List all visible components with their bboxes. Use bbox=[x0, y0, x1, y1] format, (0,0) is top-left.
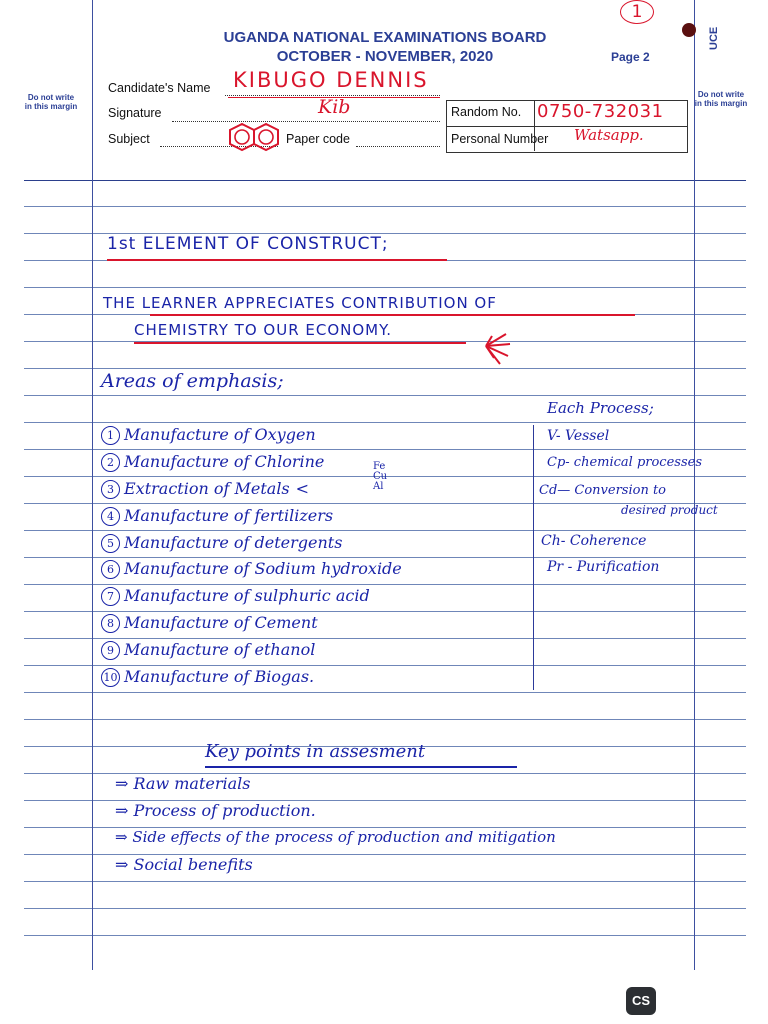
metals-list bbox=[373, 462, 387, 492]
construct-heading: 1st ELEMENT OF CONSTRUCT; bbox=[107, 234, 389, 254]
ruled-line bbox=[24, 611, 746, 612]
candidate-name: KIBUGO DENNIS bbox=[233, 68, 429, 92]
exam-session: OCTOBER - NOVEMBER, 2020 bbox=[276, 48, 494, 65]
area-number: 10 bbox=[101, 668, 120, 687]
hole-punch-icon bbox=[682, 23, 696, 37]
key-point: ⇒ Side effects of the process of production and mitigation bbox=[115, 828, 556, 846]
ruled-line bbox=[24, 935, 746, 936]
area-item bbox=[101, 425, 316, 445]
area-number: 4 bbox=[101, 507, 120, 526]
exam-board-header bbox=[160, 28, 610, 66]
heading-underline bbox=[107, 259, 447, 261]
ruled-line bbox=[24, 449, 746, 450]
area-item bbox=[101, 479, 309, 499]
arrow-burst-icon bbox=[478, 326, 538, 370]
benzene-doodle-icon bbox=[226, 120, 288, 164]
paper-code-dots bbox=[356, 146, 440, 147]
areas-heading: Areas of emphasis; bbox=[101, 370, 284, 392]
area-number: 9 bbox=[101, 641, 120, 660]
key-heading-underline bbox=[205, 766, 517, 768]
page-mark: 1 bbox=[620, 0, 654, 24]
area-text: Manufacture of fertilizers bbox=[124, 506, 334, 525]
area-text: Manufacture of Oxygen bbox=[124, 425, 316, 444]
random-number-value: 0750-732031 bbox=[537, 101, 664, 122]
process-heading: Each Process; bbox=[547, 399, 654, 417]
side-code: UCE bbox=[708, 26, 720, 50]
process-item: Pr - Purification bbox=[547, 559, 660, 575]
name-label: Candidate's Name bbox=[108, 81, 211, 95]
area-text: Manufacture of Cement bbox=[124, 613, 318, 632]
ruled-line bbox=[24, 395, 746, 396]
area-item bbox=[101, 640, 315, 660]
statement-underline-2 bbox=[134, 342, 466, 344]
area-number: 8 bbox=[101, 614, 120, 633]
ruled-line bbox=[24, 422, 746, 423]
signature-dots bbox=[172, 121, 440, 122]
ruled-line bbox=[24, 638, 746, 639]
process-item: desired product bbox=[621, 503, 718, 517]
area-item bbox=[101, 667, 314, 687]
ruled-line bbox=[24, 665, 746, 666]
column-divider bbox=[533, 425, 534, 690]
area-text: Manufacture of Sodium hydroxide bbox=[124, 559, 402, 578]
signature-label: Signature bbox=[108, 106, 162, 120]
area-text: Extraction of Metals bbox=[124, 479, 290, 498]
metal-cu: Cu bbox=[373, 471, 388, 482]
statement-underline-1 bbox=[150, 314, 635, 316]
ruled-line bbox=[24, 719, 746, 720]
area-number: 7 bbox=[101, 587, 120, 606]
area-number: 2 bbox=[101, 453, 120, 472]
page-number: Page 2 bbox=[611, 50, 650, 64]
area-text: Manufacture of Chlorine bbox=[124, 452, 325, 471]
key-point: ⇒ Social benefits bbox=[115, 855, 253, 874]
statement-line-2: CHEMISTRY TO OUR ECONOMY. bbox=[134, 321, 393, 339]
arrow-left-icon: < bbox=[295, 479, 310, 498]
area-number: 6 bbox=[101, 560, 120, 579]
area-number: 1 bbox=[101, 426, 120, 445]
key-point: ⇒ Process of production. bbox=[115, 801, 316, 820]
personal-number-value: Watsapp. bbox=[574, 126, 644, 144]
key-points-heading: Key points in assesment bbox=[205, 741, 426, 762]
statement-line-1: THE LEARNER APPRECIATES CONTRIBUTION OF bbox=[103, 294, 497, 312]
ruled-line bbox=[24, 881, 746, 882]
ruled-line bbox=[24, 180, 746, 181]
personal-number-label: Personal Number bbox=[451, 132, 549, 146]
key-point: ⇒ Raw materials bbox=[115, 774, 251, 793]
ruled-line bbox=[24, 557, 746, 558]
ruled-line bbox=[24, 287, 746, 288]
area-item bbox=[101, 559, 402, 579]
process-item: V- Vessel bbox=[547, 428, 610, 444]
area-item bbox=[101, 506, 333, 526]
left-margin-line bbox=[92, 0, 93, 970]
right-margin-line bbox=[694, 0, 695, 970]
ruled-line bbox=[24, 368, 746, 369]
subject-label: Subject bbox=[108, 132, 150, 146]
area-item bbox=[101, 452, 324, 472]
area-number: 3 bbox=[101, 480, 120, 499]
area-item bbox=[101, 533, 342, 553]
margin-note-left: Do not write in this margin bbox=[24, 93, 78, 111]
area-item bbox=[101, 586, 370, 606]
area-text: Manufacture of Biogas. bbox=[124, 667, 315, 686]
process-item: Cd— Conversion to bbox=[539, 483, 667, 498]
ruled-line bbox=[24, 908, 746, 909]
ruled-line bbox=[24, 206, 746, 207]
paper-code-label: Paper code bbox=[286, 132, 350, 146]
process-item: Ch- Coherence bbox=[541, 533, 647, 549]
metal-al: Al bbox=[373, 481, 384, 492]
ruled-line bbox=[24, 530, 746, 531]
metal-fe: Fe bbox=[373, 461, 386, 472]
margin-note-right: Do not write in this margin bbox=[694, 90, 748, 108]
area-item bbox=[101, 613, 318, 633]
ruled-line bbox=[24, 692, 746, 693]
area-text: Manufacture of detergents bbox=[124, 533, 343, 552]
ruled-line bbox=[24, 584, 746, 585]
random-number-label: Random No. bbox=[451, 105, 522, 119]
board-title: UGANDA NATIONAL EXAMINATIONS BOARD bbox=[223, 29, 547, 46]
camscanner-logo: CS bbox=[626, 987, 656, 1015]
area-text: Manufacture of sulphuric acid bbox=[124, 586, 370, 605]
area-text: Manufacture of ethanol bbox=[124, 640, 316, 659]
area-number: 5 bbox=[101, 534, 120, 553]
signature: Kib bbox=[318, 96, 351, 118]
process-item: Cp- chemical processes bbox=[547, 455, 702, 470]
